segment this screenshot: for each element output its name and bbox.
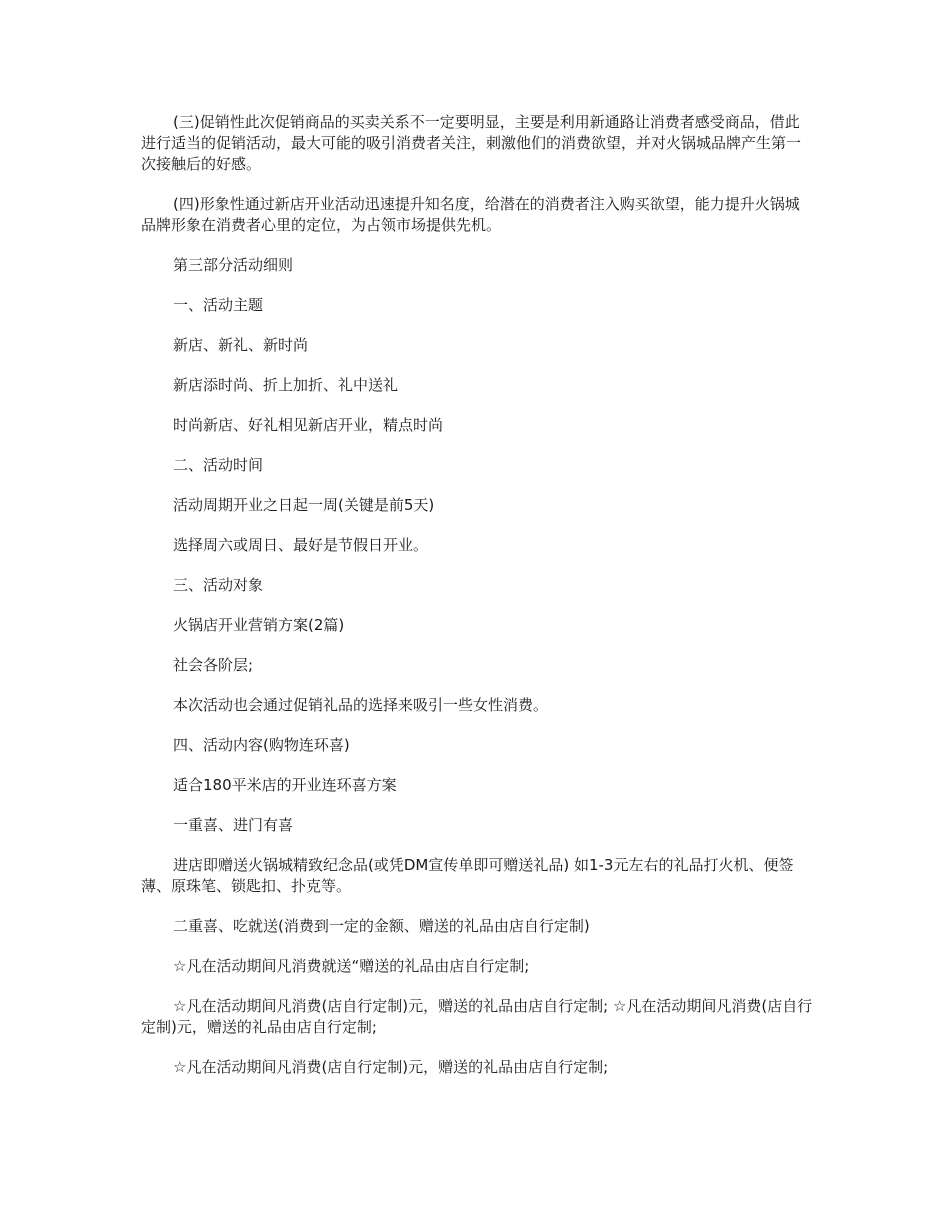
- time-line-1: 活动周期开业之日起一周(关键是前5天): [173, 496, 435, 514]
- content-line-7: ☆凡在活动期间凡消费(店自行定制)元，赠送的礼品由店自行定制;: [173, 1058, 609, 1076]
- content-line-4: 二重喜、吃就送(消费到一定的金额、赠送的礼品由店自行定制): [173, 917, 590, 935]
- theme-line-2: 新店添时尚、折上加折、礼中送礼: [173, 376, 399, 394]
- subheading-time: 二、活动时间: [173, 456, 264, 474]
- content-line-5: ☆凡在活动期间凡消费就送“赠送的礼品由店自行定制;: [173, 957, 530, 975]
- theme-line-3: 时尚新店、好礼相见新店开业，精点时尚: [173, 416, 444, 434]
- content-line-2: 一重喜、进门有喜: [173, 816, 294, 834]
- content-line-3: 进店即赠送火锅城精致纪念品(或凭DM宣传单即可赠送礼品) 如1-3元左右的礼品打火机、便签薄、原珠笔、锁匙扣、扑克等。: [141, 856, 794, 895]
- paragraph-image: (四)形象性通过新店开业活动迅速提升知名度，给潜在的消费者注入购买欲望，能力提升火锅城品牌形象在消费者心里的定位，为占领市场提供先机。: [141, 195, 800, 234]
- subheading-theme: 一、活动主题: [173, 296, 264, 314]
- document-body: [141, 112, 813, 1097]
- theme-line-1: 新店、新礼、新时尚: [173, 336, 309, 354]
- subheading-audience: 三、活动对象: [173, 576, 264, 594]
- audience-line-2: 社会各阶层;: [173, 656, 254, 674]
- paragraph-promotion: (三)促销性此次促销商品的买卖关系不一定要明显，主要是利用新通路让消费者感受商品，借此进行适当的促销活动，最大可能的吸引消费者关注，刺激他们的消费欲望，并对火锅城品牌产生第一次接触后的好感。: [141, 113, 802, 173]
- audience-line-3: 本次活动也会通过促销礼品的选择来吸引一些女性消费。: [173, 696, 549, 714]
- content-line-6: ☆凡在活动期间凡消费(店自行定制)元，赠送的礼品由店自行定制; ☆凡在活动期间凡消费(店自行定制)元，赠送的礼品由店自行定制;: [141, 997, 813, 1036]
- time-line-2: 选择周六或周日、最好是节假日开业。: [173, 536, 429, 554]
- subheading-content: 四、活动内容(购物连环喜): [173, 736, 350, 754]
- audience-line-1: 火锅店开业营销方案(2篇): [173, 616, 345, 634]
- section-heading: 第三部分活动细则: [173, 256, 294, 274]
- content-line-1: 适合180平米店的开业连环喜方案: [173, 776, 397, 794]
